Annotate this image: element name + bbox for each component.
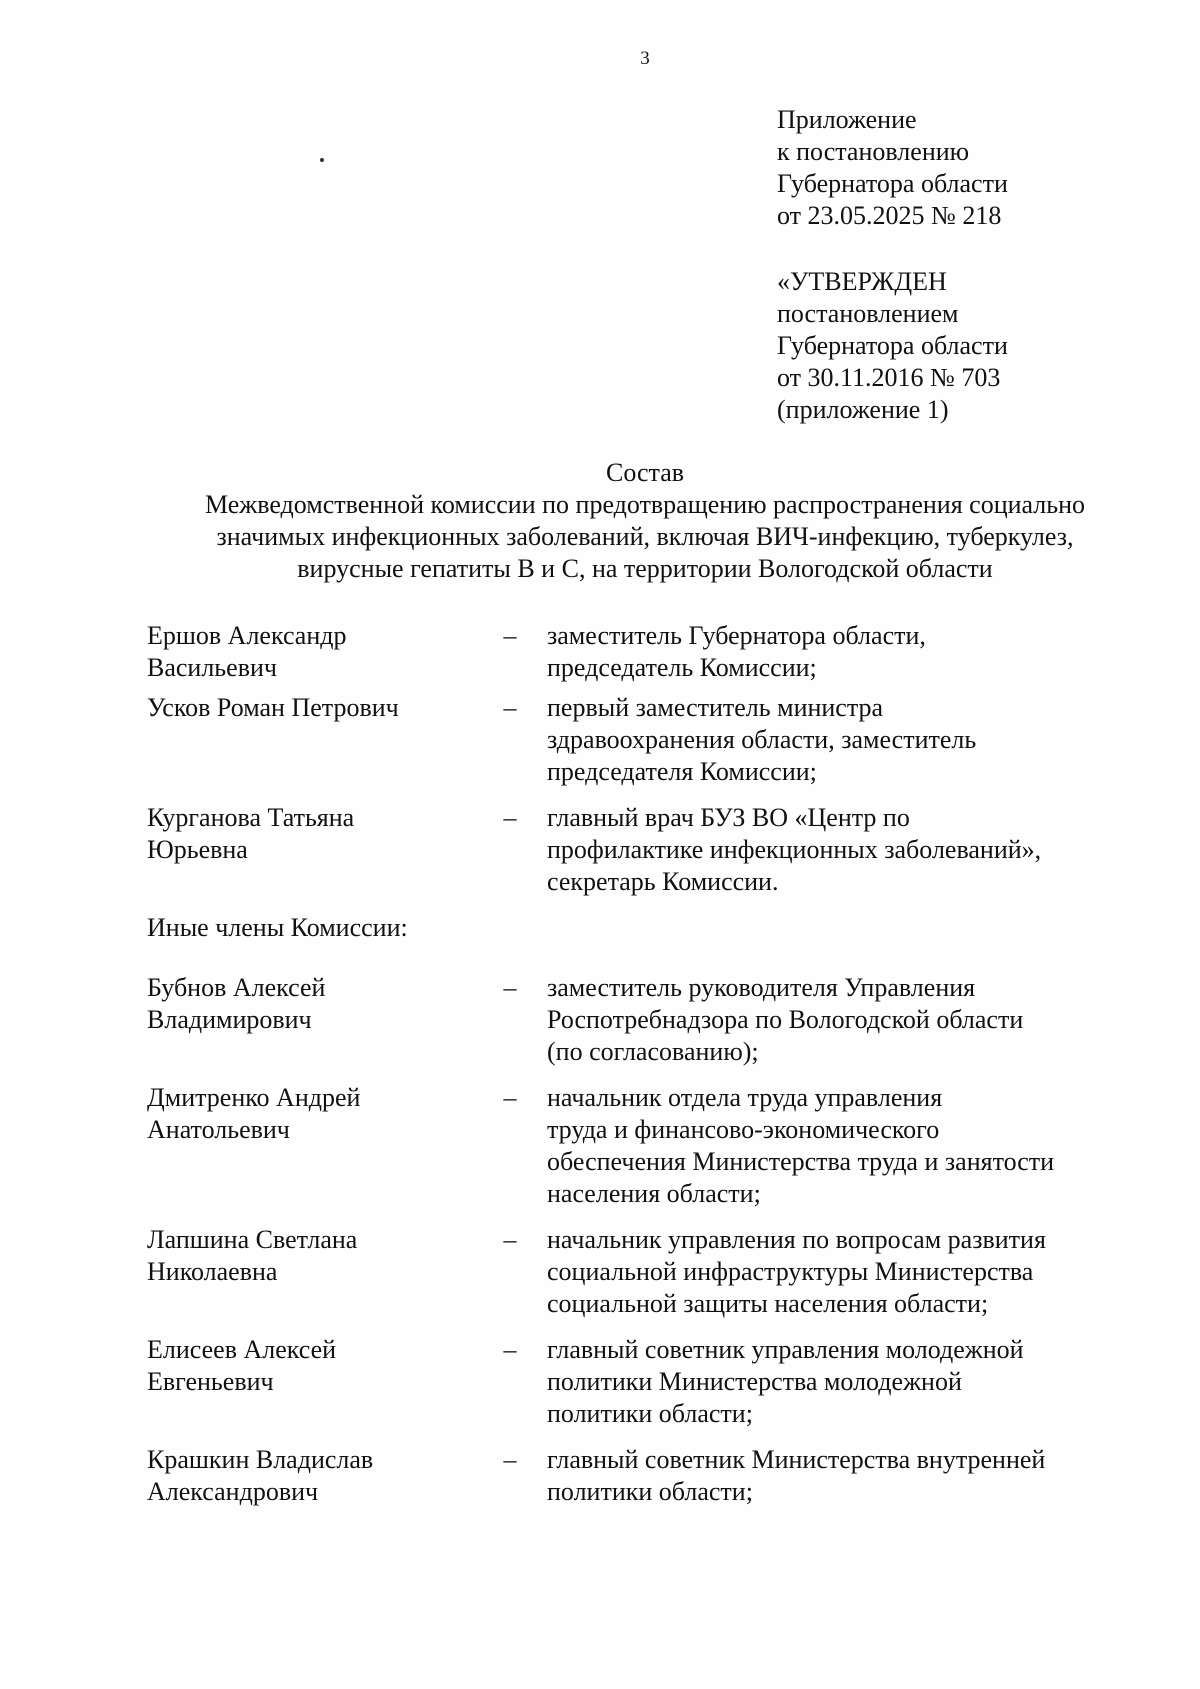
member-name: Дмитренко Андрей Анатольевич: [147, 1083, 361, 1144]
appendix-line: к постановлению: [777, 137, 970, 166]
approved-line: (приложение 1): [777, 395, 949, 424]
dash-separator: –: [503, 973, 517, 1002]
approved-line: Губернатора области: [777, 331, 1008, 360]
member-row: [147, 692, 1147, 788]
dash-separator: –: [503, 621, 517, 650]
title-line: Межведомственной комиссии по предотвращению распространения социально: [204, 490, 1086, 519]
member-role: начальник управления по вопросам развития социальной инфраструктуры Министерства социальной защиты населения области;: [547, 1225, 1046, 1318]
dash-separator: –: [503, 1083, 517, 1112]
member-role: главный врач БУЗ ВО «Центр по профилактике инфекционных заболеваний», секретарь Комиссии.: [547, 803, 1042, 896]
member-name: Ершов Александр Васильевич: [147, 621, 347, 682]
member-row: [147, 802, 1147, 898]
approved-line: от 30.11.2016 № 703: [777, 363, 1001, 392]
approved-line: «УТВЕРЖДЕН: [777, 267, 947, 296]
appendix-line: Губернатора области: [777, 169, 1008, 198]
member-row: [147, 1334, 1147, 1430]
commission-members: [147, 620, 1147, 1508]
appendix-header: [777, 104, 1008, 232]
scan-speck: [320, 158, 324, 162]
dash-separator: –: [503, 1335, 517, 1364]
title-line: вирусные гепатиты В и С, на территории Вологодской области: [297, 554, 993, 583]
member-role: заместитель Губернатора области, председатель Комиссии;: [547, 621, 926, 682]
page-number: 3: [640, 48, 650, 69]
other-members-heading: Иные члены Комиссии:: [147, 913, 408, 942]
appendix-line: от 23.05.2025 № 218: [777, 201, 1002, 230]
member-name: Елисеев Алексей Евгеньевич: [147, 1335, 337, 1396]
member-name: Курганова Татьяна Юрьевна: [147, 803, 355, 864]
dash-separator: –: [503, 1225, 517, 1254]
member-row: [147, 1082, 1147, 1210]
member-name: Крашкин Владислав Александрович: [147, 1445, 374, 1506]
dash-separator: –: [503, 803, 517, 832]
document-title: [120, 457, 1170, 585]
member-row: [147, 620, 1147, 684]
member-name: Бубнов Алексей Владимирович: [147, 973, 326, 1034]
approved-line: постановлением: [777, 299, 959, 328]
dash-separator: –: [503, 1445, 517, 1474]
dash-separator: –: [503, 693, 517, 722]
title-heading: Состав: [605, 458, 685, 487]
member-role: начальник отдела труда управления труда и финансово-экономического обеспечения Министерства труда и занятости населения области;: [547, 1083, 1055, 1208]
member-name: Усков Роман Петрович: [147, 693, 399, 722]
member-name: Лапшина Светлана Николаевна: [147, 1225, 358, 1286]
member-role: главный советник Министерства внутренней политики области;: [547, 1445, 1046, 1506]
member-role: главный советник управления молодежной политики Министерства молодежной политики области;: [547, 1335, 1024, 1428]
member-role: первый заместитель министра здравоохранения области, заместитель председателя Комиссии;: [547, 693, 977, 786]
title-line: значимых инфекционных заболеваний, включая ВИЧ-инфекцию, туберкулез,: [216, 522, 1074, 551]
member-row: [147, 972, 1147, 1068]
member-row: [147, 1224, 1147, 1320]
member-role: заместитель руководителя Управления Роспотребнадзора по Вологодской области (по согласованию);: [547, 973, 1024, 1066]
member-row: [147, 1444, 1147, 1508]
appendix-line: Приложение: [777, 105, 917, 134]
approved-stamp-text: [777, 266, 1008, 426]
